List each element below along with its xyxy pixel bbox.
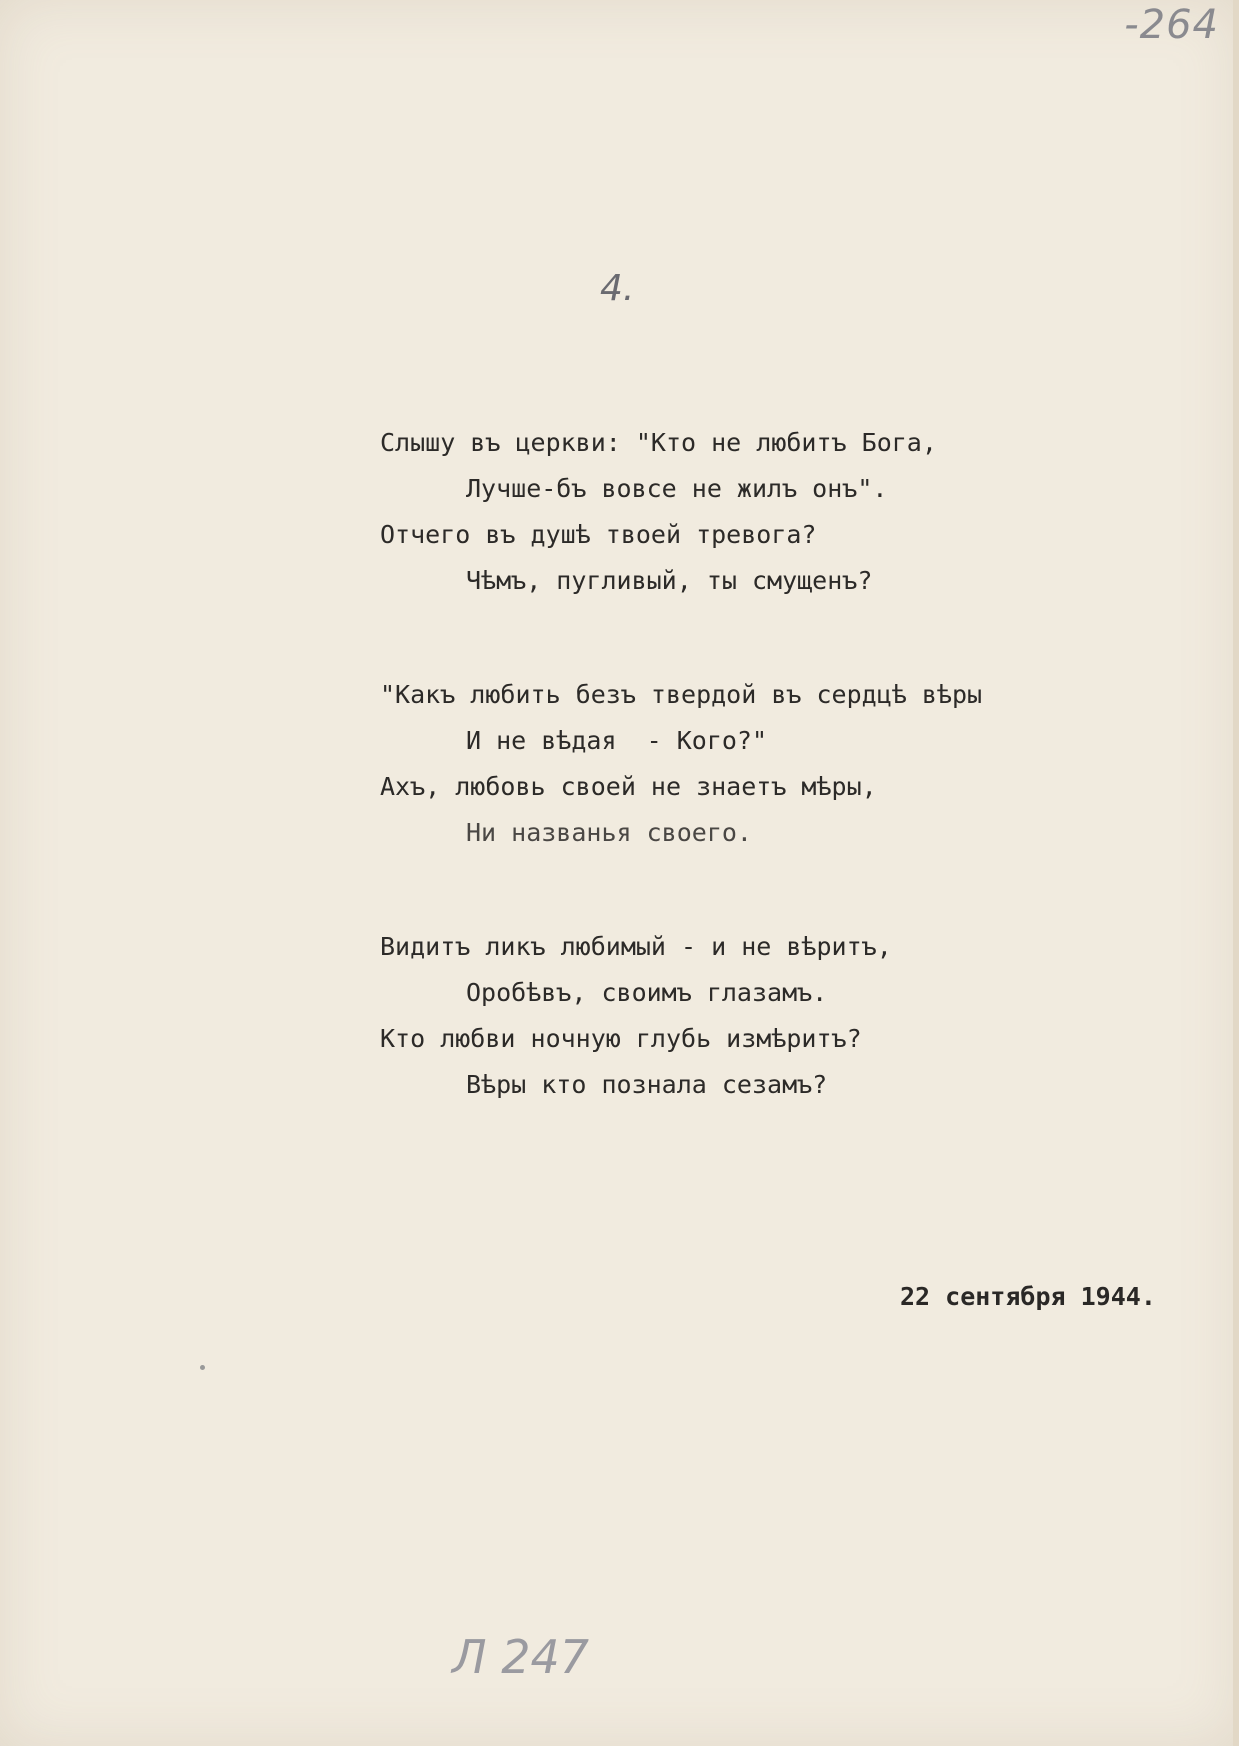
poem-line-8: Ни названья своего. (466, 818, 752, 847)
poem-line-3: Отчего въ душѣ твоей тревога? (380, 520, 817, 549)
poem-line-7: Ахъ, любовь своей не знаетъ мѣры, (380, 772, 877, 801)
folio-number-top: -264 (1124, 2, 1219, 48)
poem-line-5: "Какъ любить безъ твердой въ сердцѣ вѣры (380, 680, 983, 709)
poem-line-10: Оробѣвъ, своимъ глазамъ. (466, 978, 828, 1007)
poem-line-11: Кто любви ночную глубь измѣритъ? (380, 1024, 862, 1053)
poem-line-9: Видитъ ликъ любимый - и не вѣритъ, (380, 932, 892, 961)
poem-line-6: И не вѣдая - Кого?" (466, 726, 768, 755)
page-edge (1233, 0, 1239, 1746)
folio-number-bottom: Л 247 (452, 1630, 590, 1684)
poem-line-1: Слышу въ церкви: "Кто не любитъ Бога, (380, 428, 937, 457)
poem-line-2: Лучше-бъ вовсе не жилъ онъ". (466, 474, 888, 503)
poem-line-4: Чѣмъ, пугливый, ты смущенъ? (466, 566, 873, 595)
poem-line-12: Вѣры кто познала сезамъ? (466, 1070, 828, 1099)
poem-number: 4. (600, 268, 635, 309)
poem-date: 22 сентября 1944. (900, 1282, 1156, 1311)
paper-speck (200, 1365, 205, 1370)
